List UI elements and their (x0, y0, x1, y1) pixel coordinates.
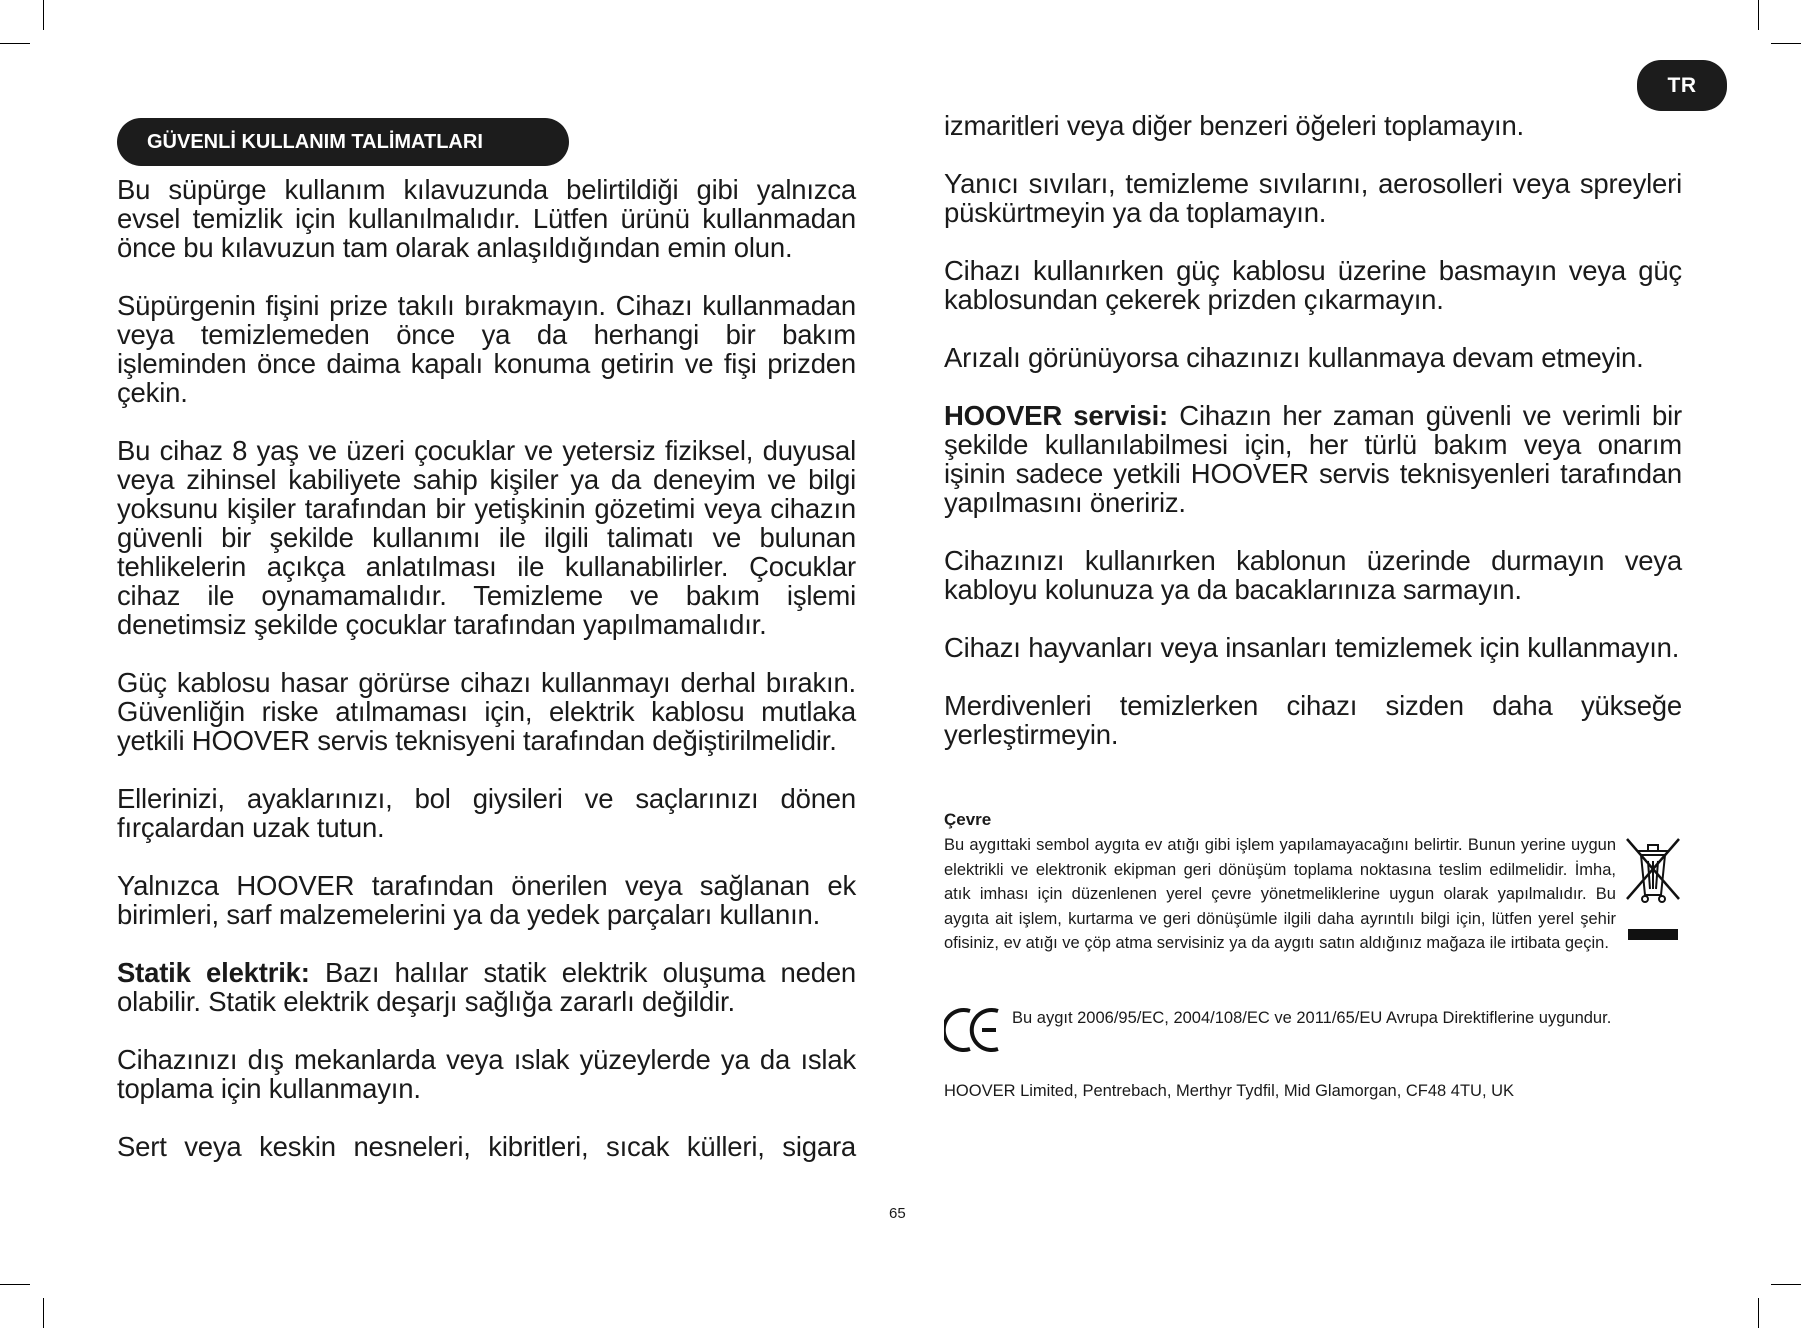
paragraph: Sert veya keskin nesneleri, kibritleri, sıcak külleri, sigara (117, 1131, 856, 1162)
ce-mark-icon (944, 1005, 1006, 1055)
paragraph-body: Bazı halılar statik elektrik oluşuma neden olabilir. Statik elektrik deşarjı sağlığa zararlı değildir. (117, 957, 857, 1017)
crop-mark (1758, 1298, 1759, 1328)
paragraph: Yanıcı sıvıları, temizleme sıvılarını, aerosolleri veya spreyleri püskürtmeyin ya da toplamayın. (944, 168, 1682, 228)
paragraph-body: Cihazın her zaman güvenli ve verimli bir şekilde kullanılabilmesi için, her türlü bakım veya onarım işinin sadece yetkili HOOVER servis teknisyenleri tarafından yapılmasını öneririz. (944, 400, 1682, 518)
crop-mark (43, 1298, 44, 1328)
paragraph: Cihazı hayvanları veya insanları temizlemek için kullanmayın. (944, 632, 1680, 663)
right-column (944, 111, 1682, 778)
paragraph: Merdivenleri temizlerken cihazı sizden daha yükseğe yerleştirmeyin. (944, 690, 1682, 750)
crop-mark (1771, 1284, 1801, 1285)
environment-section (944, 809, 1682, 956)
environment-title: Çevre (944, 810, 992, 829)
paragraph-lead: HOOVER servisi: (944, 400, 1168, 431)
paragraph: Cihazı kullanırken güç kablosu üzerine basmayın veya güç kablosundan çekerek prizden çıkarmayın. (944, 255, 1682, 315)
paragraph: Cihazınızı dış mekanlarda veya ıslak yüzeylerde ya da ıslak toplama için kullanmayın. (117, 1044, 856, 1104)
page-number: 65 (889, 1205, 906, 1222)
left-column (117, 175, 856, 1190)
weee-crossed-bin-icon (1624, 833, 1682, 929)
crop-mark (0, 1284, 30, 1285)
paragraph: Güç kablosu hasar görürse cihazı kullanmayı derhal bırakın. Güvenliğin riske atılmaması için, elektrik kablosu mutlaka yetkili HOOVER servis teknisyeni tarafından değiştirilmelidir. (117, 667, 856, 756)
crop-mark (43, 0, 44, 30)
paragraph: Süpürgenin fişini prize takılı bırakmayın. Cihazı kullanmadan veya temizlemeden önce ya da herhangi bir bakım işleminden önce daima kapalı konuma getirin ve fişi prizden çekin. (117, 290, 856, 408)
paragraph (117, 958, 856, 1016)
crop-mark (0, 43, 30, 44)
paragraph (944, 401, 1682, 517)
paragraph: Bu süpürge kullanım kılavuzunda belirtildiği gibi yalnızca evsel temizlik için kullanılmalıdır. Lütfen ürünü kullanmadan önce bu kılavuzun tam olarak anlaşıldığından emin olun. (117, 174, 856, 263)
paragraph: izmaritleri veya diğer benzeri öğeleri toplamayın. (944, 110, 1524, 141)
paragraph: Cihazınızı kullanırken kablonun üzerinde durmayın veya kabloyu kolunuza ya da bacaklarınıza sarmayın. (944, 545, 1682, 605)
environment-text: Bu aygıttaki sembol aygıta ev atığı gibi işlem yapılamayacağını belirtir. Bunun yerine uygun elektrikli ve elektronik ekipman geri dönüşüm toplama noktasına teslim edilmelidir. İmha, atık imhası için düzenlenen yerel çevre yönetmeliklerine uygun olarak yapılmalıdır. Bu aygıta ait işlem, kurtarma ve geri dönüşümle ilgili daha ayrıntılı bilgi için, lütfen yerel şehir ofisiniz, ev atığı ve çöp atma servisiniz ya da aygıtı satın aldığınız mağaza ile irtibata geçin. (944, 836, 1616, 952)
paragraph-lead: Statik elektrik: (117, 957, 310, 988)
section-title: GÜVENLİ KULLANIM TALİMATLARI (117, 118, 569, 166)
company-address: HOOVER Limited, Pentrebach, Merthyr Tydfil, Mid Glamorgan, CF48 4TU, UK (944, 1082, 1515, 1100)
paragraph: Ellerinizi, ayaklarınızı, bol giysileri ve saçlarınızı dönen fırçalardan uzak tutun. (117, 783, 856, 843)
paragraph: Yalnızca HOOVER tarafından önerilen veya sağlanan ek birimleri, sarf malzemelerini ya da yedek parçaları kullanın. (117, 870, 856, 930)
language-badge: TR (1637, 60, 1727, 111)
ce-section (944, 1005, 1682, 1055)
paragraph: Arızalı görünüyorsa cihazınızı kullanmaya devam etmeyin. (944, 342, 1644, 373)
weee-bar (1628, 929, 1678, 940)
crop-mark (1771, 43, 1801, 44)
paragraph: Bu cihaz 8 yaş ve üzeri çocuklar ve yetersiz fiziksel, duyusal veya zihinsel kabiliyete sahip kişiler ya da deneyim ve bilgi yoksunu kişiler tarafından bir yetişkinin gözetimi veya cihazın güvenli bir şekilde kullanımı ile ilgili talimatı ve bulunan tehlikelerin açıkça anlatılması ile kullanabilirler. Çocuklar cihaz ile oynamamalıdır. Temizleme ve bakım işlemi denetimsiz şekilde çocuklar tarafından yapılmamalıdır. (117, 435, 856, 640)
crop-mark (1758, 0, 1759, 30)
ce-text: Bu aygıt 2006/95/EC, 2004/108/EC ve 2011/65/EU Avrupa Direktiflerine uygundur. (1012, 1009, 1612, 1027)
